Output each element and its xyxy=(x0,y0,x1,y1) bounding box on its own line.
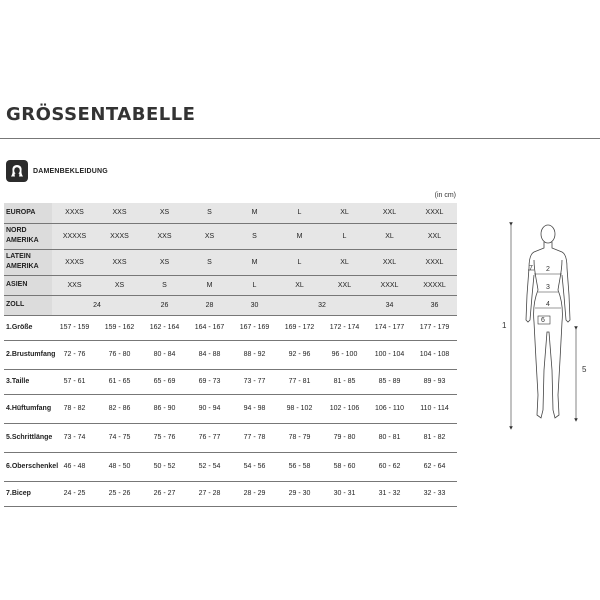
table-cell: XXL xyxy=(367,203,412,223)
table-cell: 164 - 167 xyxy=(187,315,232,340)
table-cell: 73 - 74 xyxy=(52,423,97,452)
section-title: DAMENBEKLEIDUNG xyxy=(33,167,108,175)
table-cell: M xyxy=(232,249,277,275)
table-cell: 24 - 25 xyxy=(52,481,97,506)
table-cell: 77 - 81 xyxy=(277,369,322,394)
table-cell: 52 - 54 xyxy=(187,452,232,481)
table-cell: XL xyxy=(322,249,367,275)
body-measurement-diagram xyxy=(496,220,600,435)
size-table xyxy=(4,203,457,507)
table-cell: XXXL xyxy=(367,275,412,295)
table-cell: 110 - 114 xyxy=(412,394,457,423)
table-row xyxy=(4,423,457,452)
table-cell: 82 - 86 xyxy=(97,394,142,423)
table-cell: XXXS xyxy=(52,203,97,223)
table-cell: 78 - 79 xyxy=(277,423,322,452)
row-label: 2.Brustumfang xyxy=(4,340,52,369)
unit-note: (in cm) xyxy=(434,192,456,199)
table-cell: 106 - 110 xyxy=(367,394,412,423)
page-title: GRÖSSENTABELLE xyxy=(6,104,196,125)
table-cell: 31 - 32 xyxy=(367,481,412,506)
table-cell: 25 - 26 xyxy=(97,481,142,506)
table-cell: 78 - 82 xyxy=(52,394,97,423)
table-cell: 74 - 75 xyxy=(97,423,142,452)
table-cell: 72 - 76 xyxy=(52,340,97,369)
table-cell: 77 - 78 xyxy=(232,423,277,452)
table-cell: 26 xyxy=(142,295,187,315)
table-cell: L xyxy=(277,203,322,223)
table-cell: 29 - 30 xyxy=(277,481,322,506)
table-row xyxy=(4,481,457,506)
table-cell: 30 xyxy=(232,295,277,315)
table-row xyxy=(4,452,457,481)
table-cell: 46 - 48 xyxy=(52,452,97,481)
table-cell: 30 - 31 xyxy=(322,481,367,506)
table-cell: 32 xyxy=(277,295,367,315)
table-cell: 174 - 177 xyxy=(367,315,412,340)
table-cell: 80 - 81 xyxy=(367,423,412,452)
row-label: 7.Bicep xyxy=(4,481,52,506)
table-cell: XXL xyxy=(322,275,367,295)
table-cell: S xyxy=(187,203,232,223)
table-cell: 86 - 90 xyxy=(142,394,187,423)
table-cell: 85 - 89 xyxy=(367,369,412,394)
table-cell: 172 - 174 xyxy=(322,315,367,340)
table-cell: 81 - 82 xyxy=(412,423,457,452)
table-cell: 104 - 108 xyxy=(412,340,457,369)
table-cell: S xyxy=(232,223,277,249)
table-cell: 32 - 33 xyxy=(412,481,457,506)
table-row xyxy=(4,394,457,423)
table-row xyxy=(4,275,457,295)
row-label: 6.Oberschenkel xyxy=(4,452,52,481)
table-cell: 79 - 80 xyxy=(322,423,367,452)
table-cell: S xyxy=(142,275,187,295)
row-label: ZOLL xyxy=(4,295,52,315)
table-cell: XS xyxy=(142,249,187,275)
height-label: 1 xyxy=(502,321,507,330)
section-header xyxy=(6,160,108,182)
table-cell: 34 xyxy=(367,295,412,315)
table-row xyxy=(4,249,457,275)
table-cell: 80 - 84 xyxy=(142,340,187,369)
table-cell: XXS xyxy=(142,223,187,249)
table-cell: 56 - 58 xyxy=(277,452,322,481)
table-cell: 100 - 104 xyxy=(367,340,412,369)
table-cell: 26 - 27 xyxy=(142,481,187,506)
table-cell: 81 - 85 xyxy=(322,369,367,394)
table-cell: 69 - 73 xyxy=(187,369,232,394)
table-cell: 28 - 29 xyxy=(232,481,277,506)
bicep-label: 7 xyxy=(529,265,533,272)
table-cell: 162 - 164 xyxy=(142,315,187,340)
row-label: ASIEN xyxy=(4,275,52,295)
table-cell: S xyxy=(187,249,232,275)
table-cell: XXL xyxy=(412,223,457,249)
table-cell: XS xyxy=(142,203,187,223)
table-cell: M xyxy=(187,275,232,295)
table-cell: L xyxy=(232,275,277,295)
table-cell: XXL xyxy=(367,249,412,275)
table-cell: XS xyxy=(97,275,142,295)
table-cell: 28 xyxy=(187,295,232,315)
table-cell: M xyxy=(277,223,322,249)
waist-label: 3 xyxy=(546,284,550,291)
row-label: 4.Hüftumfang xyxy=(4,394,52,423)
woman-head-icon xyxy=(6,160,28,182)
table-cell: XS xyxy=(187,223,232,249)
table-cell: M xyxy=(232,203,277,223)
table-cell: 89 - 93 xyxy=(412,369,457,394)
table-cell: 169 - 172 xyxy=(277,315,322,340)
woman-body-icon xyxy=(526,225,570,418)
table-cell: 90 - 94 xyxy=(187,394,232,423)
table-row xyxy=(4,315,457,340)
title-divider xyxy=(0,138,600,139)
table-cell: 60 - 62 xyxy=(367,452,412,481)
table-cell: 36 xyxy=(412,295,457,315)
table-cell: 159 - 162 xyxy=(97,315,142,340)
table-cell: 62 - 64 xyxy=(412,452,457,481)
table-row xyxy=(4,369,457,394)
table-cell: 76 - 77 xyxy=(187,423,232,452)
inseam-label: 5 xyxy=(582,365,587,374)
table-row xyxy=(4,295,457,315)
row-label: EUROPA xyxy=(4,203,52,223)
table-cell: XXS xyxy=(52,275,97,295)
table-cell: 50 - 52 xyxy=(142,452,187,481)
table-cell: 65 - 69 xyxy=(142,369,187,394)
table-cell: XL xyxy=(277,275,322,295)
table-cell: 73 - 77 xyxy=(232,369,277,394)
row-label: 5.Schrittlänge xyxy=(4,423,52,452)
table-cell: XXXXS xyxy=(52,223,97,249)
table-cell: 92 - 96 xyxy=(277,340,322,369)
table-cell: 61 - 65 xyxy=(97,369,142,394)
table-row xyxy=(4,203,457,223)
table-cell: L xyxy=(277,249,322,275)
table-cell: XXXS xyxy=(97,223,142,249)
table-cell: 27 - 28 xyxy=(187,481,232,506)
table-cell: XXXL xyxy=(412,203,457,223)
table-cell: 24 xyxy=(52,295,142,315)
table-cell: 88 - 92 xyxy=(232,340,277,369)
table-row xyxy=(4,223,457,249)
table-cell: 75 - 76 xyxy=(142,423,187,452)
table-cell: XXXXL xyxy=(412,275,457,295)
table-cell: 167 - 169 xyxy=(232,315,277,340)
thigh-label: 6 xyxy=(541,317,545,324)
row-label: NORD AMERIKA xyxy=(4,223,52,249)
table-cell: 84 - 88 xyxy=(187,340,232,369)
table-cell: L xyxy=(322,223,367,249)
hip-label: 4 xyxy=(546,301,550,308)
row-label: LATEIN AMERIKA xyxy=(4,249,52,275)
table-cell: 157 - 159 xyxy=(52,315,97,340)
table-cell: 96 - 100 xyxy=(322,340,367,369)
table-cell: 98 - 102 xyxy=(277,394,322,423)
table-cell: 48 - 50 xyxy=(97,452,142,481)
table-cell: 76 - 80 xyxy=(97,340,142,369)
table-cell: XXS xyxy=(97,249,142,275)
table-row xyxy=(4,340,457,369)
table-cell: XXXS xyxy=(52,249,97,275)
table-cell: 177 - 179 xyxy=(412,315,457,340)
chest-label: 2 xyxy=(546,266,550,273)
table-cell: 54 - 56 xyxy=(232,452,277,481)
table-cell: 94 - 98 xyxy=(232,394,277,423)
table-cell: 57 - 61 xyxy=(52,369,97,394)
table-cell: 102 - 106 xyxy=(322,394,367,423)
table-cell: XL xyxy=(322,203,367,223)
table-cell: 58 - 60 xyxy=(322,452,367,481)
table-cell: XXXL xyxy=(412,249,457,275)
row-label: 3.Taille xyxy=(4,369,52,394)
table-cell: XL xyxy=(367,223,412,249)
row-label: 1.Größe xyxy=(4,315,52,340)
table-cell: XXS xyxy=(97,203,142,223)
